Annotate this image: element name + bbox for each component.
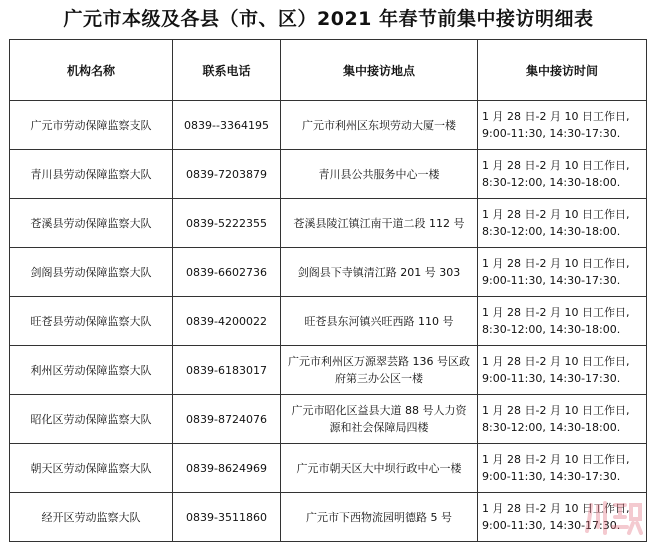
place-cell: 广元市利州区东坝劳动大厦一楼 bbox=[281, 101, 478, 150]
table-row bbox=[10, 199, 647, 248]
time-hours: 9:00-11:30, 14:30-17:30. bbox=[482, 274, 621, 287]
place-cell: 青川县公共服务中心一楼 bbox=[281, 150, 478, 199]
phone-cell: 0839-7203879 bbox=[173, 150, 281, 199]
phone-cell: 0839-5222355 bbox=[173, 199, 281, 248]
phone-cell: 0839-8724076 bbox=[173, 395, 281, 444]
phone-cell: 0839-8624969 bbox=[173, 444, 281, 493]
place-cell: 广元市朝天区大中坝行政中心一楼 bbox=[281, 444, 478, 493]
org-name-cell: 剑阁县劳动保障监察大队 bbox=[10, 248, 173, 297]
time-hours: 8:30-12:00, 14:30-18:00. bbox=[482, 323, 621, 336]
time-dates: 1 月 28 日-2 月 10 日工作日, bbox=[482, 208, 630, 221]
table-row bbox=[10, 101, 647, 150]
time-cell bbox=[478, 444, 647, 493]
time-hours: 8:30-12:00, 14:30-18:00. bbox=[482, 176, 621, 189]
header-org-name: 机构名称 bbox=[10, 40, 173, 101]
time-dates: 1 月 28 日-2 月 10 日工作日, bbox=[482, 404, 630, 417]
time-hours: 8:30-12:00, 14:30-18:00. bbox=[482, 421, 621, 434]
table-row bbox=[10, 150, 647, 199]
header-phone: 联系电话 bbox=[173, 40, 281, 101]
org-name-cell: 昭化区劳动保障监察大队 bbox=[10, 395, 173, 444]
phone-cell: 0839-3511860 bbox=[173, 493, 281, 542]
place-cell: 广元市下西物流园明德路 5 号 bbox=[281, 493, 478, 542]
org-name-cell: 经开区劳动监察大队 bbox=[10, 493, 173, 542]
time-cell bbox=[478, 150, 647, 199]
place-cell: 苍溪县陵江镇江南干道二段 112 号 bbox=[281, 199, 478, 248]
time-dates: 1 月 28 日-2 月 10 日工作日, bbox=[482, 159, 630, 172]
table-header-row bbox=[10, 40, 647, 101]
header-place: 集中接访地点 bbox=[281, 40, 478, 101]
table-row bbox=[10, 493, 647, 542]
time-dates: 1 月 28 日-2 月 10 日工作日, bbox=[482, 502, 630, 515]
phone-cell: 0839--3364195 bbox=[173, 101, 281, 150]
header-time: 集中接访时间 bbox=[478, 40, 647, 101]
time-hours: 9:00-11:30, 14:30-17:30. bbox=[482, 127, 621, 140]
org-name-cell: 广元市劳动保障监察支队 bbox=[10, 101, 173, 150]
place-cell: 广元市利州区万源翠芸路 136 号区政府第三办公区一楼 bbox=[281, 346, 478, 395]
table-row bbox=[10, 444, 647, 493]
time-cell bbox=[478, 248, 647, 297]
page-title: 广元市本级及各县（市、区）2021 年春节前集中接访明细表 bbox=[63, 8, 594, 30]
time-cell bbox=[478, 395, 647, 444]
time-cell bbox=[478, 199, 647, 248]
org-name-cell: 朝天区劳动保障监察大队 bbox=[10, 444, 173, 493]
time-hours: 9:00-11:30, 14:30-17:30. bbox=[482, 372, 621, 385]
org-name-cell: 旺苍县劳动保障监察大队 bbox=[10, 297, 173, 346]
time-hours: 9:00-11:30, 14:30-17:30. bbox=[482, 519, 621, 532]
time-cell bbox=[478, 346, 647, 395]
table-row bbox=[10, 346, 647, 395]
time-cell bbox=[478, 493, 647, 542]
table-row bbox=[10, 297, 647, 346]
phone-cell: 0839-4200022 bbox=[173, 297, 281, 346]
time-hours: 8:30-12:00, 14:30-18:00. bbox=[482, 225, 621, 238]
time-dates: 1 月 28 日-2 月 10 日工作日, bbox=[482, 453, 630, 466]
time-dates: 1 月 28 日-2 月 10 日工作日, bbox=[482, 306, 630, 319]
org-name-cell: 苍溪县劳动保障监察大队 bbox=[10, 199, 173, 248]
place-cell: 旺苍县东河镇兴旺西路 110 号 bbox=[281, 297, 478, 346]
time-dates: 1 月 28 日-2 月 10 日工作日, bbox=[482, 257, 630, 270]
phone-cell: 0839-6183017 bbox=[173, 346, 281, 395]
time-dates: 1 月 28 日-2 月 10 日工作日, bbox=[482, 110, 630, 123]
table-row bbox=[10, 395, 647, 444]
table-row bbox=[10, 248, 647, 297]
time-hours: 9:00-11:30, 14:30-17:30. bbox=[482, 470, 621, 483]
org-name-cell: 青川县劳动保障监察大队 bbox=[10, 150, 173, 199]
place-cell: 广元市昭化区益县大道 88 号人力资源和社会保障局四楼 bbox=[281, 395, 478, 444]
phone-cell: 0839-6602736 bbox=[173, 248, 281, 297]
place-cell: 剑阁县下寺镇清江路 201 号 303 bbox=[281, 248, 478, 297]
time-dates: 1 月 28 日-2 月 10 日工作日, bbox=[482, 355, 630, 368]
time-cell bbox=[478, 101, 647, 150]
visit-schedule-table bbox=[9, 39, 647, 542]
org-name-cell: 利州区劳动保障监察大队 bbox=[10, 346, 173, 395]
time-cell bbox=[478, 297, 647, 346]
